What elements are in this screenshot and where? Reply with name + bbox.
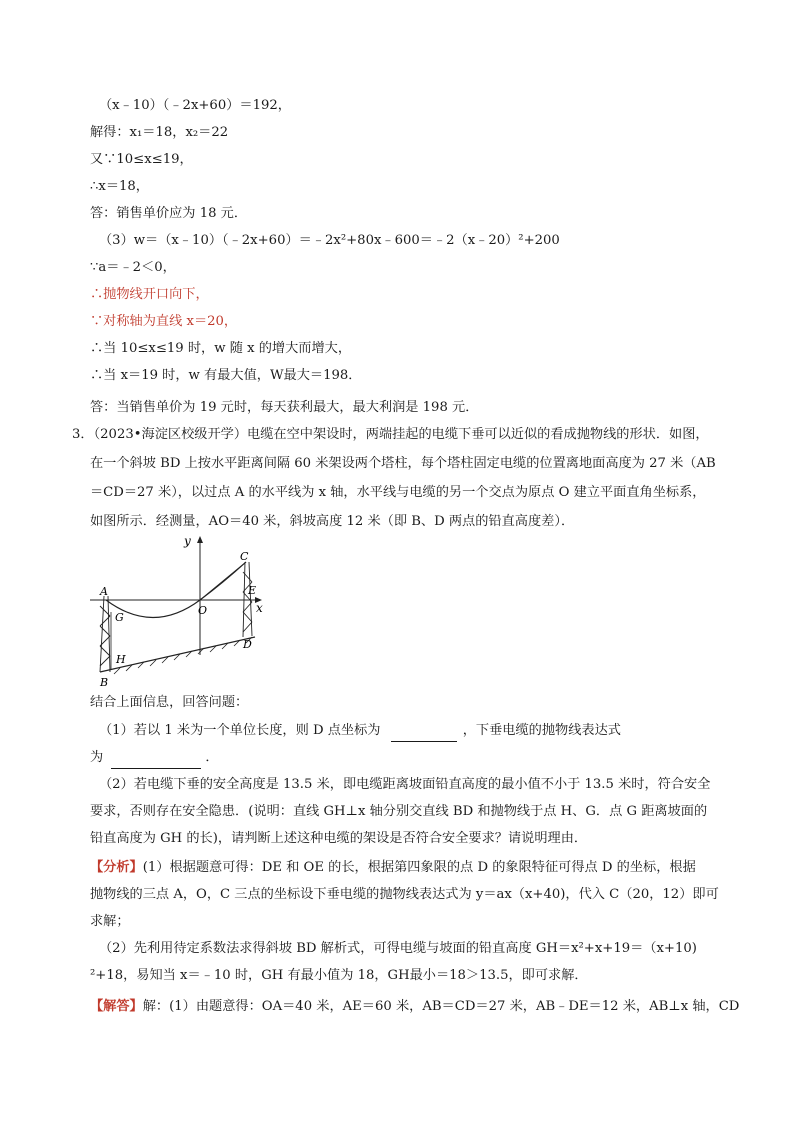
problem-3-line-4: 如图所示．经测量，AO＝40 米，斜坡高度 12 米（即 B、D 两点的铅直高度差）．	[90, 514, 575, 529]
label-y: y	[184, 534, 191, 548]
line-oc	[200, 562, 246, 600]
solution-x-value: ∴x＝18，	[90, 179, 149, 194]
label-g: G	[115, 611, 124, 624]
label-h: H	[116, 653, 126, 666]
problem-text-1: 电缆在空中架设时，两端挂起的电缆下垂可以近似的看成抛物线的形状．如图，	[247, 427, 709, 442]
analysis-line-3: 求解；	[90, 914, 130, 929]
analysis-line-5: ²+18，易知当 x＝﹣10 时，GH 有最小值为 18，GH最小＝18＞13.5，即可求解．	[90, 968, 588, 983]
question-1-part-c: 为	[90, 750, 104, 765]
analysis-line-4: （2）先利用待定系数法求得斜坡 BD 解析式，可得电缆与坡面的铅直高度 GH＝x²+x+19＝（x+10)	[99, 941, 697, 956]
solution-3-axis: ∵对称轴为直线 x＝20，	[90, 314, 238, 329]
solution-3-a-value: ∵a＝﹣2＜0，	[90, 260, 176, 275]
solution-range: 又∵10≤x≤19，	[90, 152, 193, 167]
answer-blank-2[interactable]	[111, 748, 201, 769]
solution-answer-2: 答：销售单价应为 18 元．	[90, 206, 248, 221]
analysis-line-1	[90, 858, 696, 878]
label-e: E	[248, 584, 257, 597]
label-d: D	[243, 638, 252, 651]
solution-3-max: ∴当 x＝19 时，w 有最大值，W最大＝198．	[90, 368, 362, 383]
solution-equation: （x﹣10）（﹣2x+60）＝192，	[99, 98, 291, 113]
label-c: C	[240, 550, 249, 563]
question-1-line-2	[90, 748, 219, 769]
problem-source: （2023•海淀区校级开学）	[93, 427, 248, 442]
problem-number: 3．	[72, 427, 94, 442]
analysis-line-2: 抛物线的三点 A，O，C 三点的坐标设下垂电缆的抛物线表达式为 y＝ax（x+40)，代入 C（20，12）即可	[90, 887, 719, 902]
analysis-text-1: (1）根据题意可得：DE 和 OE 的长，根据第四象限的点 D 的象限特征可得点 D 的坐标，根据	[142, 860, 696, 875]
solution-3-opening: ∴抛物线开口向下，	[90, 287, 209, 302]
problem-3-line-1	[72, 425, 709, 445]
question-2-line-1: （2）若电缆下垂的安全高度是 13.5 米，即电缆距离坡面铅直高度的最小值不小于 13.5 米时，符合安全	[99, 777, 711, 792]
solution-3-equation: （3）w＝（x﹣10）（﹣2x+60）＝﹣2x²+80x﹣600＝﹣2（x﹣20）²+200	[99, 233, 560, 248]
y-axis-arrow	[197, 536, 203, 543]
solution-3-answer: 答：当销售单价为 19 元时，每天获利最大，最大利润是 198 元．	[90, 400, 479, 415]
label-b: B	[100, 676, 109, 689]
question-1-line-1	[99, 721, 621, 742]
question-2-line-3: 铅直高度为 GH 的长)，请判断上述这种电缆的架设是否符合安全要求？请说明理由．	[90, 831, 588, 846]
question-1-part-a: （1）若以 1 米为一个单位长度，则 D 点坐标为	[99, 723, 381, 738]
solution-3-increasing: ∴当 10≤x≤19 时，w 随 x 的增大而增大，	[90, 341, 352, 356]
label-a: A	[100, 585, 108, 598]
answer-line-1	[90, 997, 739, 1017]
problem-3-line-2: 在一个斜坡 BD 上按水平距离间隔 60 米架设两个塔柱，每个塔柱固定电缆的位置离地面高度为 27 米（AB	[90, 456, 716, 471]
questions-intro: 结合上面信息，回答问题：	[90, 695, 249, 710]
answer-blank-1[interactable]	[391, 721, 457, 742]
cable-parabola	[106, 562, 246, 618]
label-o: O	[198, 604, 208, 617]
problem-3-line-3: ＝CD＝27 米），以过点 A 的水平线为 x 轴，水平线与电缆的另一个交点为原点 O 建立平面直角坐标系，	[90, 485, 706, 500]
solution-roots: 解得：x₁＝18，x₂＝22	[90, 125, 229, 140]
problem-figure	[80, 530, 280, 690]
answer-tag: 【解答】	[90, 999, 143, 1014]
question-1-end: ．	[205, 750, 219, 765]
left-tower	[100, 596, 110, 672]
question-1-part-b: ，下垂电缆的抛物线表达式	[462, 723, 621, 738]
answer-text-1: 解：(1）由题意得：OA＝40 米，AE＝60 米，AB＝CD＝27 米，AB﹣DE＝12 米，AB⊥x 轴，CD	[142, 999, 740, 1014]
label-x: x	[256, 601, 263, 615]
question-2-line-2: 要求，否则存在安全隐患．(说明：直线 GH⊥x 轴分别交直线 BD 和抛物线于点 H、G．点 G 距离坡面的	[90, 804, 708, 819]
analysis-tag: 【分析】	[90, 860, 143, 875]
